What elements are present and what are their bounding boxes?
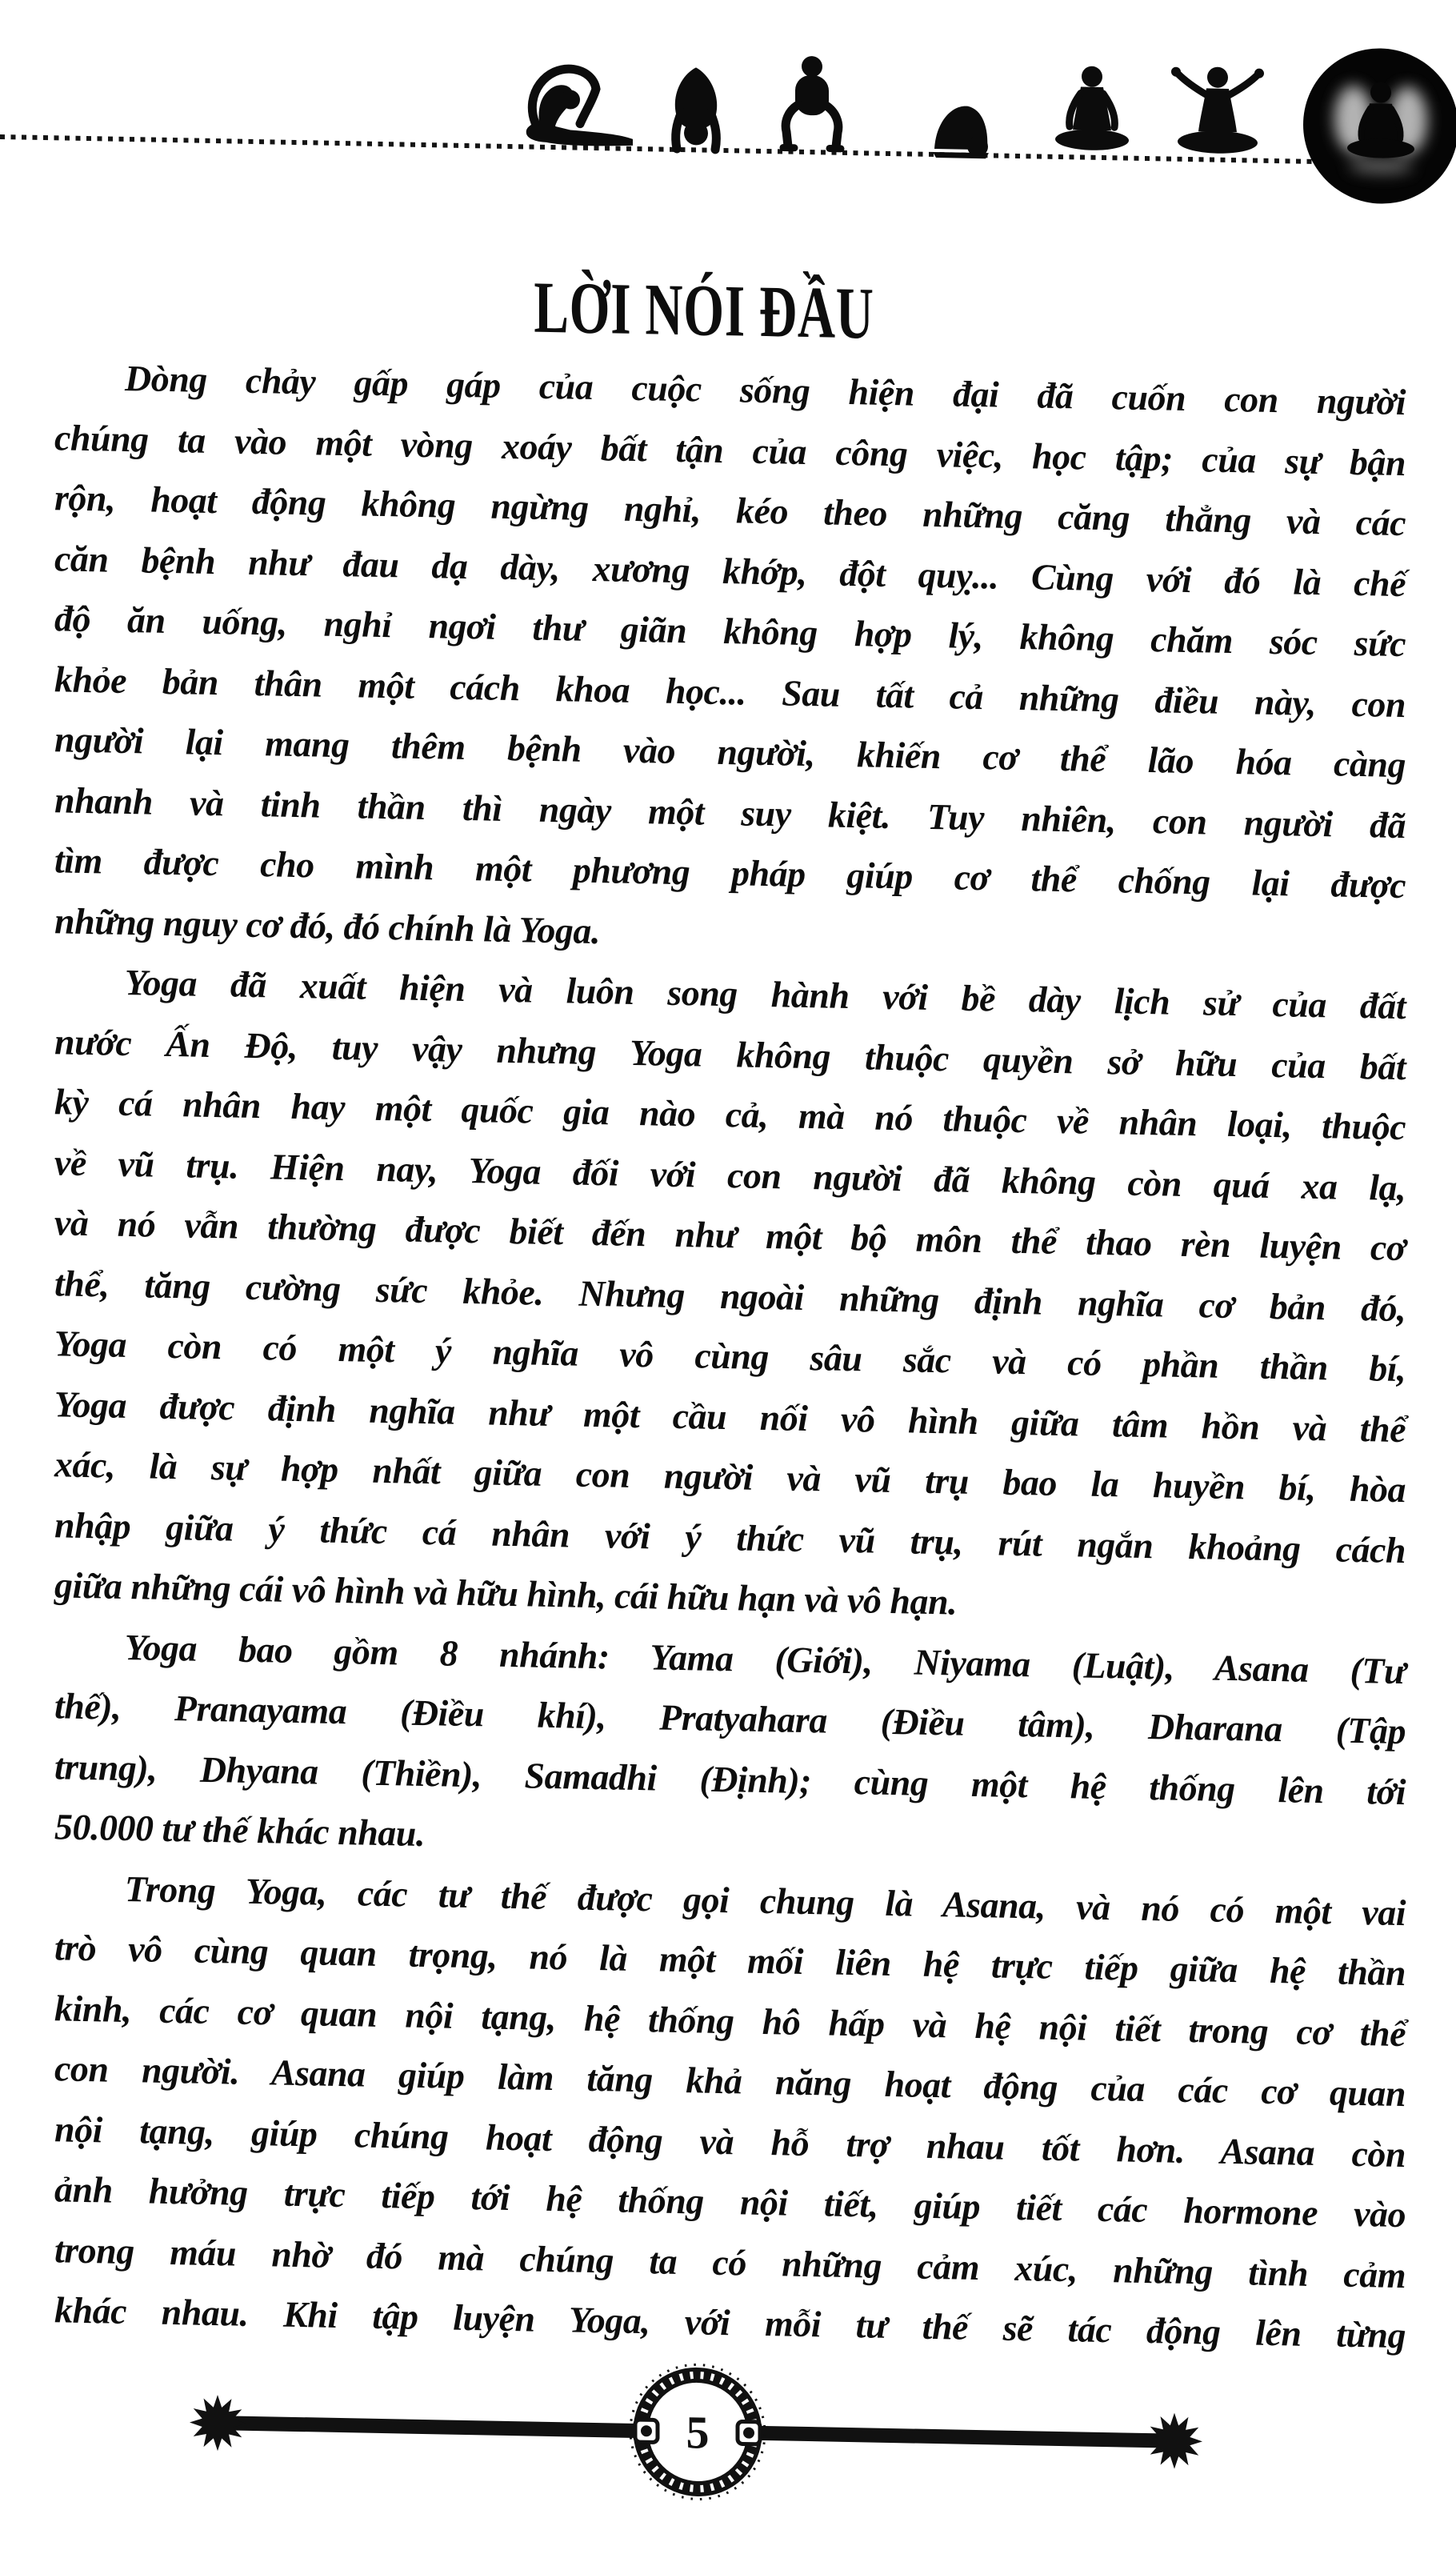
text-line: kỳ cá nhân hay một quốc gia nào cả, mà nó thuộc về nhân loại, thuộc (54, 1081, 1406, 1148)
text-line: và nó vẫn thường được biết đến như một bộ môn thể thao rèn luyện cơ (54, 1202, 1406, 1269)
text-line: nội tạng, giúp chúng hoạt động và hỗ trợ nhau tốt hơn. Asana còn (54, 2108, 1406, 2175)
text-line: Yoga đã xuất hiện và luôn song hành với bề dày lịch sử của đất (125, 961, 1406, 1027)
text-line: chúng ta vào một vòng xoáy bất tận của công việc, học tập; của sự bận (54, 416, 1406, 483)
text-line: khỏe bản thân một cách khoa học... Sau tất cả những điều này, con (54, 658, 1406, 725)
text-line: về vũ trụ. Hiện nay, Yoga đối với con người đã không còn quá xa lạ, (54, 1141, 1406, 1208)
page-title: LỜI NÓI ĐẦU (534, 266, 874, 354)
text-line: trong máu nhờ đó mà chúng ta có những cảm xúc, những tình cảm (54, 2228, 1406, 2296)
text-line: nhanh và tinh thần thì ngày một suy kiệt. Tuy nhiên, con người đã (54, 779, 1406, 846)
meditator-circle-icon (1301, 45, 1456, 208)
text-line: Trong Yoga, các tư thế được gọi chung là Asana, và nó có một vai (125, 1867, 1406, 1933)
text-line: Dòng chảy gấp gáp của cuộc sống hiện đại đã cuốn con người (125, 357, 1406, 423)
text-line: xác, là sự hợp nhất giữa con người và vũ trụ bao la huyền bí, hòa (54, 1443, 1406, 1511)
body-text (54, 346, 1406, 2365)
yoga-pose-seated-side-stretch-icon (516, 52, 636, 154)
text-line: nhập giữa ý thức cá nhân với ý thức vũ trụ, rút ngắn khoảng cách (54, 1503, 1406, 1571)
text-line: nước Ấn Độ, tuy vậy nhưng Yoga không thuộc quyền sở hữu của bất (54, 1020, 1406, 1087)
text-line: Yoga còn có một ý nghĩa vô cùng sâu sắc và có phần thần bí, (54, 1323, 1406, 1390)
text-line: kinh, các cơ quan nội tạng, hệ thống hô hấp và hệ nội tiết trong cơ thể (54, 1987, 1406, 2054)
text-line: khác nhau. Khi tập luyện Yoga, với mỗi tư thế sẽ tác động lên từng (54, 2289, 1406, 2356)
text-line: thể, tăng cường sức khỏe. Nhưng ngoài những định nghĩa cơ bản đó, (54, 1262, 1406, 1329)
text-line: tìm được cho mình một phương pháp giúp cơ thể chống lại được (54, 839, 1406, 907)
text-line: căn bệnh như đau dạ dày, xương khớp, đột quỵ... Cùng với đó là chế (54, 537, 1406, 604)
yoga-pose-lotus-open-arms-icon (1162, 60, 1274, 166)
text-line: trò vô cùng quan trọng, nó là một mối liên hệ trực tiếp giữa hệ thần (54, 1927, 1406, 1994)
text-line: trung), Dhyana (Thiền), Samadhi (Định); cùng một hệ thống lên tới (54, 1745, 1406, 1812)
page-number: 5 (686, 2405, 710, 2459)
yoga-pose-lotus-icon (1052, 62, 1132, 164)
starburst-left-icon (186, 2390, 250, 2456)
text-line: 50.000 tư thế khác nhau. (54, 1806, 425, 1855)
text-line: người lại mang thêm bệnh vào người, khiến cơ thể lão hóa càng (54, 719, 1406, 786)
text-line: Yoga được định nghĩa như một cầu nối vô hình giữa tâm hồn và thể (54, 1383, 1406, 1450)
text-line: những nguy cơ đó, đó chính là Yoga. (54, 899, 600, 951)
text-line: rộn, hoạt động không ngừng nghỉ, kéo theo những căng thẳng và các (54, 477, 1406, 544)
starburst-right-icon (1142, 2408, 1206, 2474)
yoga-pose-squat-icon (778, 53, 846, 158)
text-line: độ ăn uống, nghỉ ngơi thư giãn không hợp lý, không chăm sóc sức (54, 598, 1406, 665)
text-line: Yoga bao gồm 8 nhánh: Yama (Giới), Niyama (Luật), Asana (Tư (125, 1626, 1406, 1691)
yoga-pose-crow-icon (658, 59, 734, 157)
text-line: giữa những cái vô hình và hữu hình, cái hữu hạn và vô hạn. (54, 1564, 958, 1623)
text-line: thế), Pranayama (Điều khí), Pratyahara (Điều tâm), Dharana (Tập (54, 1685, 1406, 1752)
text-line: con người. Asana giúp làm tăng khả năng hoạt động của các cơ quan (54, 2048, 1406, 2115)
text-line: ảnh hưởng trực tiếp tới hệ thống nội tiết, giúp tiết các hormone vào (54, 2168, 1406, 2236)
yoga-pose-child-icon (928, 80, 996, 162)
